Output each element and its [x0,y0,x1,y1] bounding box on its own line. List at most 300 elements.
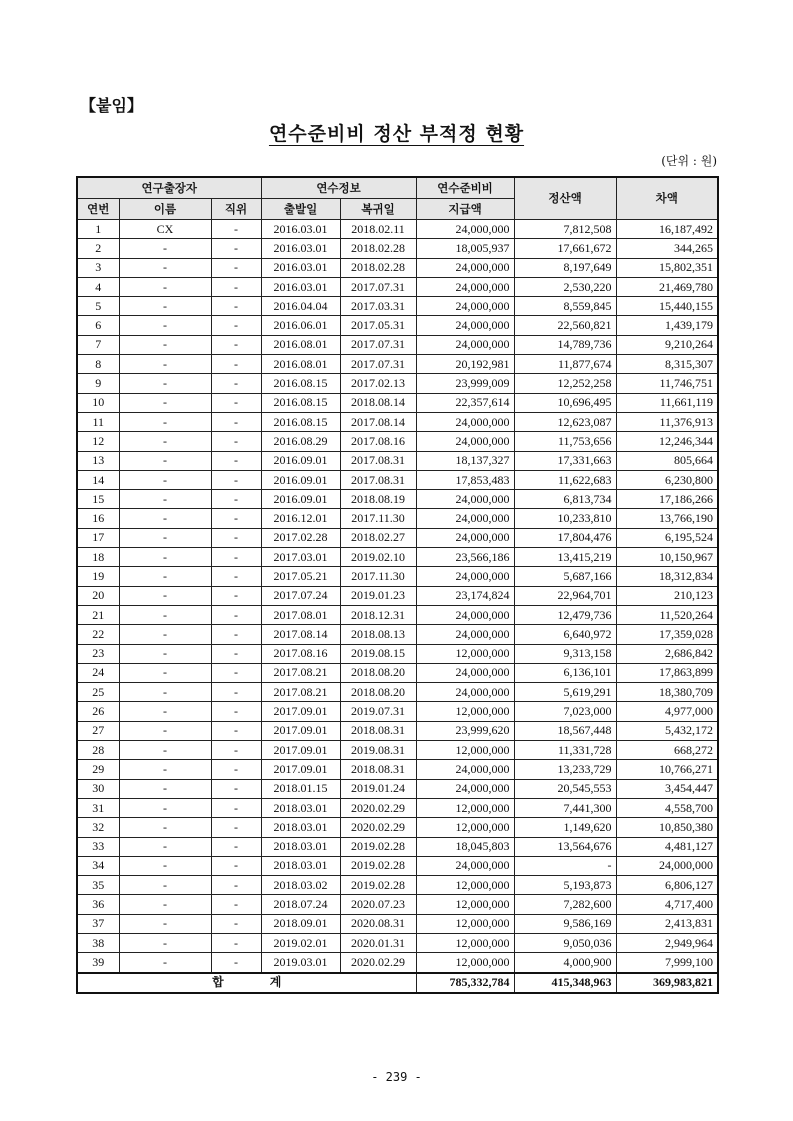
cell-departure: 2016.03.01 [261,239,340,258]
cell-seq: 18 [77,548,119,567]
cell-training-prep: 12,000,000 [416,798,514,817]
total-label-a: 합 [212,975,224,990]
cell-seq: 1 [77,220,119,239]
cell-position: - [211,355,261,374]
cell-name: - [119,393,211,412]
header-traveler-group: 연구출장자 [77,177,261,199]
cell-return: 2018.08.13 [340,625,416,644]
cell-return: 2018.02.28 [340,258,416,277]
cell-departure: 2018.03.01 [261,837,340,856]
cell-departure: 2018.03.01 [261,856,340,875]
cell-settlement: 13,233,729 [514,760,616,779]
table-row [77,451,718,470]
cell-name: - [119,779,211,798]
cell-return: 2020.01.31 [340,933,416,952]
cell-departure: 2017.07.24 [261,586,340,605]
cell-training-prep: 18,045,803 [416,837,514,856]
cell-name: - [119,316,211,335]
cell-departure: 2016.08.29 [261,432,340,451]
cell-return: 2019.02.28 [340,856,416,875]
cell-seq: 34 [77,856,119,875]
cell-seq: 39 [77,953,119,973]
table-row [77,953,718,973]
table-row [77,567,718,586]
table-row [77,779,718,798]
cell-training-prep: 18,137,327 [416,451,514,470]
cell-position: - [211,451,261,470]
cell-settlement: 9,313,158 [514,644,616,663]
cell-difference: 10,150,967 [616,548,718,567]
cell-return: 2019.01.23 [340,586,416,605]
cell-position: - [211,644,261,663]
cell-position: - [211,412,261,431]
header-departure: 출발일 [261,199,340,220]
cell-settlement: 6,813,734 [514,490,616,509]
cell-difference: 344,265 [616,239,718,258]
cell-position: - [211,779,261,798]
table-row [77,316,718,335]
cell-position: - [211,586,261,605]
cell-settlement: 2,530,220 [514,277,616,296]
cell-training-prep: 12,000,000 [416,818,514,837]
cell-settlement: 7,441,300 [514,798,616,817]
table-row [77,933,718,952]
cell-name: - [119,490,211,509]
cell-seq: 10 [77,393,119,412]
cell-position: - [211,895,261,914]
cell-seq: 7 [77,335,119,354]
cell-difference: 15,440,155 [616,297,718,316]
header-training-prep: 연수준비비 [416,177,514,199]
cell-departure: 2016.08.15 [261,374,340,393]
cell-difference: 11,376,913 [616,412,718,431]
cell-name: - [119,895,211,914]
cell-settlement: 11,331,728 [514,741,616,760]
cell-training-prep: 12,000,000 [416,876,514,895]
table-row [77,760,718,779]
cell-difference: 21,469,780 [616,277,718,296]
cell-settlement: 14,789,736 [514,335,616,354]
header-training-group: 연수정보 [261,177,416,199]
cell-name: - [119,335,211,354]
cell-difference: 7,999,100 [616,953,718,973]
table-row [77,528,718,547]
cell-difference: 4,717,400 [616,895,718,914]
cell-position: - [211,490,261,509]
cell-settlement: 5,687,166 [514,567,616,586]
cell-settlement: 8,197,649 [514,258,616,277]
cell-training-prep: 22,357,614 [416,393,514,412]
cell-return: 2017.11.30 [340,567,416,586]
cell-training-prep: 18,005,937 [416,239,514,258]
cell-name: - [119,432,211,451]
cell-departure: 2016.09.01 [261,470,340,489]
cell-position: - [211,876,261,895]
table-row [77,239,718,258]
page-number: - 239 - [371,1070,422,1084]
cell-difference: 13,766,190 [616,509,718,528]
total-label-b: 계 [269,975,282,990]
cell-departure: 2016.08.01 [261,355,340,374]
cell-difference: 11,520,264 [616,605,718,624]
cell-settlement: 8,559,845 [514,297,616,316]
cell-name: - [119,625,211,644]
cell-training-prep: 23,174,824 [416,586,514,605]
cell-seq: 5 [77,297,119,316]
cell-name: - [119,239,211,258]
cell-training-prep: 24,000,000 [416,412,514,431]
cell-seq: 6 [77,316,119,335]
header-seq: 연번 [77,199,119,220]
cell-departure: 2017.02.28 [261,528,340,547]
cell-departure: 2016.04.04 [261,297,340,316]
cell-difference: 668,272 [616,741,718,760]
table-body [77,220,718,973]
cell-return: 2017.02.13 [340,374,416,393]
table-row [77,412,718,431]
cell-difference: 2,949,964 [616,933,718,952]
cell-seq: 16 [77,509,119,528]
cell-seq: 26 [77,702,119,721]
cell-difference: 6,195,524 [616,528,718,547]
cell-position: - [211,277,261,296]
cell-return: 2018.08.20 [340,663,416,682]
cell-position: - [211,393,261,412]
cell-return: 2018.02.28 [340,239,416,258]
cell-difference: 805,664 [616,451,718,470]
table-row [77,914,718,933]
cell-difference: 17,186,266 [616,490,718,509]
table-row [77,220,718,239]
cell-name: - [119,953,211,973]
cell-settlement: 10,696,495 [514,393,616,412]
cell-departure: 2017.08.21 [261,663,340,682]
cell-return: 2018.08.31 [340,760,416,779]
cell-name: - [119,798,211,817]
table-row [77,258,718,277]
table-row [77,625,718,644]
cell-seq: 30 [77,779,119,798]
cell-position: - [211,335,261,354]
cell-return: 2017.08.31 [340,470,416,489]
cell-departure: 2016.03.01 [261,220,340,239]
cell-seq: 13 [77,451,119,470]
cell-difference: 210,123 [616,586,718,605]
cell-return: 2020.02.29 [340,953,416,973]
cell-seq: 27 [77,721,119,740]
header-settlement: 정산액 [514,177,616,220]
cell-training-prep: 23,566,186 [416,548,514,567]
cell-training-prep: 24,000,000 [416,605,514,624]
cell-settlement: 5,619,291 [514,683,616,702]
header-name: 이름 [119,199,211,220]
cell-return: 2017.07.31 [340,335,416,354]
cell-settlement: 13,415,219 [514,548,616,567]
cell-seq: 22 [77,625,119,644]
cell-position: - [211,798,261,817]
cell-name: - [119,760,211,779]
cell-seq: 28 [77,741,119,760]
cell-name: - [119,451,211,470]
cell-difference: 6,806,127 [616,876,718,895]
cell-departure: 2016.09.01 [261,451,340,470]
total-row [77,973,718,993]
cell-return: 2020.02.29 [340,818,416,837]
table-row [77,741,718,760]
cell-position: - [211,625,261,644]
cell-name: - [119,702,211,721]
table-row [77,393,718,412]
cell-seq: 12 [77,432,119,451]
cell-training-prep: 24,000,000 [416,297,514,316]
cell-seq: 20 [77,586,119,605]
cell-training-prep: 24,000,000 [416,490,514,509]
table-row [77,277,718,296]
cell-departure: 2016.08.15 [261,393,340,412]
cell-settlement: 9,050,036 [514,933,616,952]
cell-departure: 2018.03.02 [261,876,340,895]
cell-return: 2017.07.31 [340,355,416,374]
attachment-label: 【붙임】 [80,96,143,115]
cell-position: - [211,760,261,779]
cell-departure: 2017.08.14 [261,625,340,644]
cell-name: - [119,741,211,760]
cell-seq: 14 [77,470,119,489]
table-row [77,355,718,374]
cell-name: - [119,528,211,547]
cell-difference: 10,766,271 [616,760,718,779]
cell-difference: 5,432,172 [616,721,718,740]
cell-return: 2018.12.31 [340,605,416,624]
cell-training-prep: 24,000,000 [416,335,514,354]
cell-departure: 2017.09.01 [261,721,340,740]
cell-return: 2020.07.23 [340,895,416,914]
cell-difference: 1,439,179 [616,316,718,335]
cell-return: 2018.08.20 [340,683,416,702]
cell-return: 2019.08.31 [340,741,416,760]
cell-return: 2019.01.24 [340,779,416,798]
table-row [77,644,718,663]
cell-position: - [211,470,261,489]
cell-difference: 2,413,831 [616,914,718,933]
cell-departure: 2016.08.15 [261,412,340,431]
cell-training-prep: 23,999,009 [416,374,514,393]
cell-name: - [119,663,211,682]
cell-name: CX [119,220,211,239]
cell-return: 2017.08.16 [340,432,416,451]
total-difference: 369,983,821 [616,973,718,993]
cell-settlement: 9,586,169 [514,914,616,933]
cell-position: - [211,239,261,258]
cell-difference: 24,000,000 [616,856,718,875]
cell-position: - [211,933,261,952]
cell-settlement: 17,331,663 [514,451,616,470]
cell-training-prep: 24,000,000 [416,220,514,239]
cell-return: 2019.02.10 [340,548,416,567]
cell-departure: 2017.09.01 [261,760,340,779]
cell-settlement: 11,622,683 [514,470,616,489]
header-return: 복귀일 [340,199,416,220]
cell-departure: 2017.09.01 [261,741,340,760]
cell-position: - [211,683,261,702]
cell-name: - [119,721,211,740]
cell-position: - [211,297,261,316]
cell-difference: 2,686,842 [616,644,718,663]
table-row [77,335,718,354]
cell-return: 2017.08.31 [340,451,416,470]
cell-settlement: 22,964,701 [514,586,616,605]
table-row [77,548,718,567]
cell-seq: 32 [77,818,119,837]
cell-departure: 2016.03.01 [261,258,340,277]
cell-difference: 4,977,000 [616,702,718,721]
cell-position: - [211,374,261,393]
cell-name: - [119,837,211,856]
cell-training-prep: 24,000,000 [416,316,514,335]
cell-settlement: 12,252,258 [514,374,616,393]
cell-position: - [211,258,261,277]
cell-settlement: 17,804,476 [514,528,616,547]
cell-name: - [119,548,211,567]
cell-position: - [211,509,261,528]
cell-seq: 19 [77,567,119,586]
cell-training-prep: 23,999,620 [416,721,514,740]
cell-name: - [119,818,211,837]
cell-return: 2017.08.14 [340,412,416,431]
cell-settlement: 7,282,600 [514,895,616,914]
cell-difference: 4,558,700 [616,798,718,817]
cell-seq: 9 [77,374,119,393]
cell-settlement: 11,753,656 [514,432,616,451]
cell-difference: 8,315,307 [616,355,718,374]
cell-training-prep: 12,000,000 [416,953,514,973]
cell-departure: 2018.07.24 [261,895,340,914]
cell-return: 2017.05.31 [340,316,416,335]
cell-training-prep: 12,000,000 [416,644,514,663]
cell-difference: 3,454,447 [616,779,718,798]
cell-seq: 25 [77,683,119,702]
cell-return: 2020.02.29 [340,798,416,817]
cell-name: - [119,412,211,431]
cell-return: 2018.08.31 [340,721,416,740]
cell-difference: 17,863,899 [616,663,718,682]
cell-training-prep: 24,000,000 [416,856,514,875]
cell-return: 2018.02.11 [340,220,416,239]
cell-settlement: - [514,856,616,875]
header-difference: 차액 [616,177,718,220]
cell-seq: 38 [77,933,119,952]
cell-settlement: 4,000,900 [514,953,616,973]
cell-return: 2020.08.31 [340,914,416,933]
header-training-prep-sub: 지급액 [416,199,514,220]
cell-difference: 15,802,351 [616,258,718,277]
cell-name: - [119,644,211,663]
cell-departure: 2017.09.01 [261,702,340,721]
cell-departure: 2017.08.01 [261,605,340,624]
cell-settlement: 12,623,087 [514,412,616,431]
cell-return: 2019.02.28 [340,876,416,895]
cell-position: - [211,432,261,451]
cell-seq: 15 [77,490,119,509]
table-row [77,586,718,605]
cell-settlement: 6,136,101 [514,663,616,682]
header-position: 직위 [211,199,261,220]
cell-training-prep: 24,000,000 [416,432,514,451]
cell-seq: 33 [77,837,119,856]
cell-name: - [119,355,211,374]
cell-training-prep: 24,000,000 [416,509,514,528]
cell-seq: 36 [77,895,119,914]
cell-seq: 31 [77,798,119,817]
cell-training-prep: 12,000,000 [416,895,514,914]
cell-departure: 2018.09.01 [261,914,340,933]
total-training-prep: 785,332,784 [416,973,514,993]
cell-name: - [119,277,211,296]
cell-settlement: 13,564,676 [514,837,616,856]
cell-settlement: 11,877,674 [514,355,616,374]
cell-training-prep: 24,000,000 [416,625,514,644]
table-row [77,374,718,393]
cell-training-prep: 24,000,000 [416,779,514,798]
cell-seq: 4 [77,277,119,296]
cell-position: - [211,548,261,567]
cell-position: - [211,605,261,624]
cell-name: - [119,914,211,933]
cell-name: - [119,876,211,895]
cell-name: - [119,586,211,605]
cell-position: - [211,741,261,760]
table-row [77,470,718,489]
cell-name: - [119,258,211,277]
cell-seq: 24 [77,663,119,682]
table-row [77,798,718,817]
cell-return: 2018.08.19 [340,490,416,509]
cell-difference: 10,850,380 [616,818,718,837]
cell-departure: 2018.01.15 [261,779,340,798]
cell-return: 2017.07.31 [340,277,416,296]
cell-position: - [211,953,261,973]
table-row [77,605,718,624]
cell-difference: 6,230,800 [616,470,718,489]
cell-position: - [211,528,261,547]
cell-departure: 2016.03.01 [261,277,340,296]
cell-settlement: 7,812,508 [514,220,616,239]
cell-training-prep: 12,000,000 [416,702,514,721]
cell-settlement: 5,193,873 [514,876,616,895]
cell-departure: 2019.02.01 [261,933,340,952]
cell-return: 2018.08.14 [340,393,416,412]
table-row [77,432,718,451]
cell-position: - [211,721,261,740]
cell-difference: 12,246,344 [616,432,718,451]
table-row [77,509,718,528]
cell-seq: 21 [77,605,119,624]
cell-training-prep: 24,000,000 [416,528,514,547]
cell-departure: 2017.03.01 [261,548,340,567]
cell-position: - [211,856,261,875]
unit-note: (단위 : 원) [661,154,717,168]
table-row [77,721,718,740]
table-row [77,683,718,702]
cell-settlement: 12,479,736 [514,605,616,624]
page-title-text: 연수준비비 정산 부적정 현황 [268,123,525,145]
cell-departure: 2017.08.16 [261,644,340,663]
cell-difference: 18,380,709 [616,683,718,702]
cell-settlement: 22,560,821 [514,316,616,335]
cell-difference: 4,481,127 [616,837,718,856]
page-title [0,119,793,146]
settlement-table [76,176,719,994]
